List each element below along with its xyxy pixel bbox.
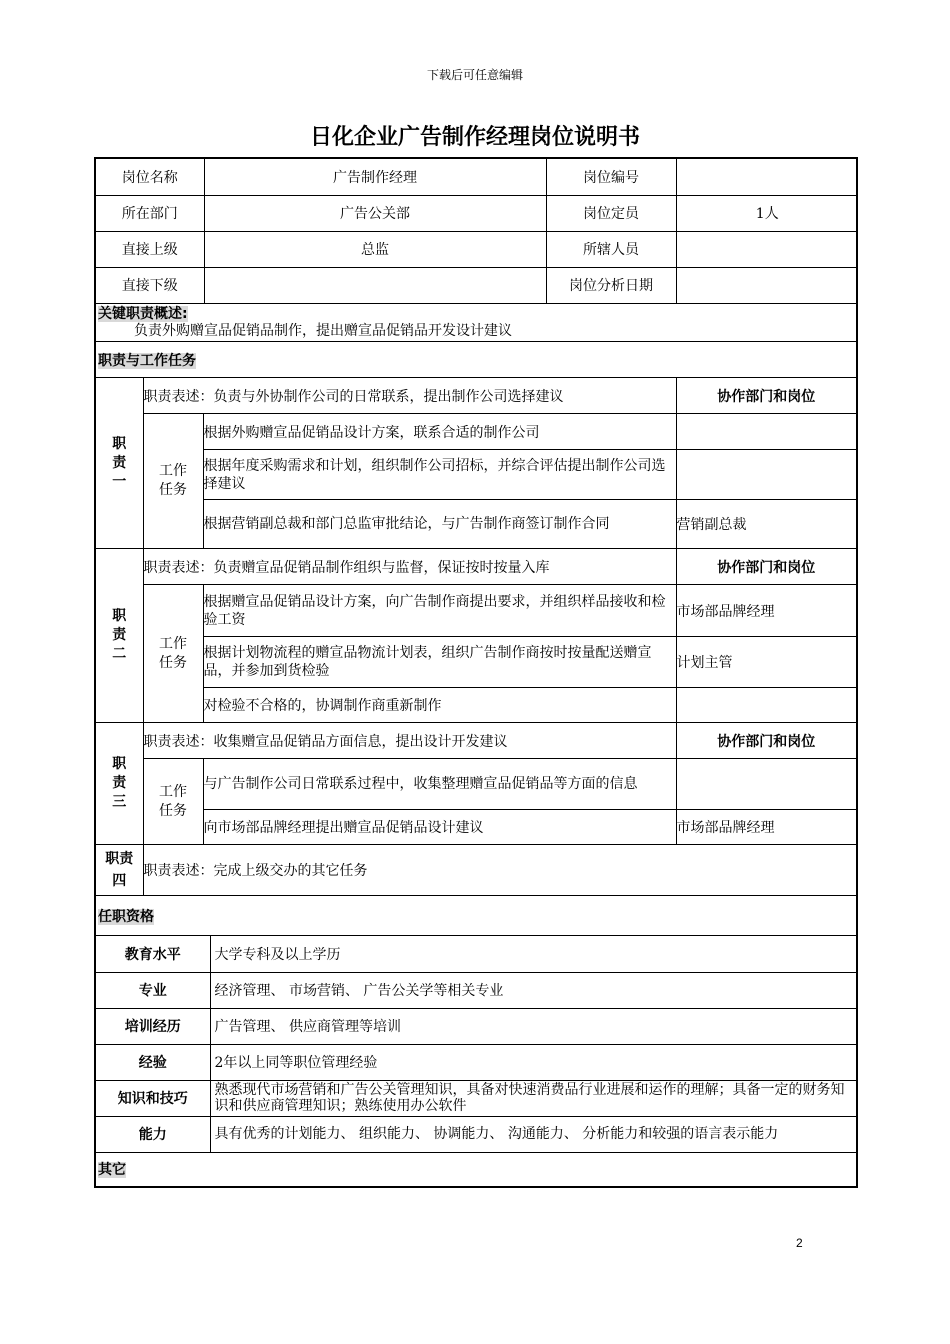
duty-3-task-label: 工作任务 bbox=[143, 759, 203, 845]
duty-2-task-3-coop bbox=[676, 688, 857, 723]
superior-label: 直接上级 bbox=[96, 231, 204, 267]
education-label: 教育水平 bbox=[96, 936, 210, 972]
duties-section-label: 职责与工作任务 bbox=[98, 352, 196, 369]
duty-3-task-1-coop bbox=[676, 759, 857, 810]
dept-label: 所在部门 bbox=[96, 195, 204, 231]
duty-3-task-1: 与广告制作公司日常联系过程中，收集整理赠宣品促销品等方面的信息 bbox=[203, 759, 676, 810]
duty-1-task-2-coop bbox=[676, 450, 857, 500]
dept-value: 广告公关部 bbox=[204, 195, 546, 231]
experience-value: 2年以上同等职位管理经验 bbox=[210, 1044, 857, 1080]
other-section-label: 其它 bbox=[98, 1162, 126, 1178]
summary-text: 负责外购赠宣品促销品制作，提出赠宣品促销品开发设计建议 bbox=[134, 322, 512, 339]
knowledge-label: 知识和技巧 bbox=[96, 1080, 210, 1116]
duty-2-task-3: 对检验不合格的，协调制作商重新制作 bbox=[203, 688, 676, 723]
duty-1-coop-header: 协作部门和岗位 bbox=[676, 378, 857, 414]
download-note: 下载后可任意编辑 bbox=[426, 68, 523, 82]
subordinate-value bbox=[204, 267, 546, 303]
duty-2-label: 职责二 bbox=[95, 549, 143, 723]
duty-2-task-2-coop: 计划主管 bbox=[676, 637, 857, 688]
major-label: 专业 bbox=[96, 972, 210, 1008]
experience-label: 经验 bbox=[96, 1044, 210, 1080]
basic-info-row-1 bbox=[96, 159, 857, 303]
duty-4-desc: 职责表述：完成上级交办的其它任务 bbox=[143, 845, 857, 896]
post-no-label: 岗位编号 bbox=[546, 159, 676, 195]
duty-4-label: 职责四 bbox=[95, 845, 143, 896]
post-name-label: 岗位名称 bbox=[96, 159, 204, 195]
major-value: 经济管理、 市场营销、 广告公关学等相关专业 bbox=[210, 972, 857, 1008]
duty-1-task-3: 根据营销副总裁和部门总监审批结论，与广告制作商签订制作合同 bbox=[203, 500, 676, 549]
superior-value: 总监 bbox=[204, 231, 546, 267]
staff-value bbox=[676, 231, 857, 267]
knowledge-value: 熟悉现代市场营销和广告公关管理知识，具备对快速消费品行业进展和运作的理解；具备一定的财务知识和供应商管理知识；熟练使用办公软件 bbox=[210, 1080, 857, 1116]
duty-1-desc: 职责表述：负责与外协制作公司的日常联系，提出制作公司选择建议 bbox=[143, 378, 676, 414]
ability-value: 具有优秀的计划能力、 组织能力、 协调能力、 沟通能力、 分析能力和较强的语言表示能力 bbox=[210, 1116, 857, 1152]
page-number: 2 bbox=[796, 1236, 803, 1250]
page-title: 日化企业广告制作经理岗位说明书 bbox=[309, 125, 640, 150]
quota-value: 1人 bbox=[676, 195, 857, 231]
duty-3-desc: 职责表述：收集赠宣品促销品方面信息，提出设计开发建议 bbox=[143, 723, 676, 759]
training-value: 广告管理、 供应商管理等培训 bbox=[210, 1008, 857, 1044]
duty-2-task-2: 根据计划物流程的赠宣品物流计划表，组织广告制作商按时按量配送赠宣品，并参加到货检验 bbox=[203, 637, 676, 688]
duty-1-task-1-coop bbox=[676, 414, 857, 450]
duty-1-label: 职责一 bbox=[95, 378, 143, 549]
job-description-table bbox=[94, 157, 858, 1188]
summary-label: 关键职责概述: bbox=[98, 305, 188, 322]
duty-3-task-2: 向市场部品牌经理提出赠宣品促销品设计建议 bbox=[203, 810, 676, 845]
duty-3-label: 职责三 bbox=[95, 723, 143, 845]
post-name-value: 广告制作经理 bbox=[204, 159, 546, 195]
date-label: 岗位分析日期 bbox=[546, 267, 676, 303]
duty-1-task-label: 工作任务 bbox=[143, 414, 203, 549]
duty-1-task-3-coop: 营销副总裁 bbox=[676, 500, 857, 549]
training-label: 培训经历 bbox=[96, 1008, 210, 1044]
ability-label: 能力 bbox=[96, 1116, 210, 1152]
duty-1-task-1: 根据外购赠宣品促销品设计方案，联系合适的制作公司 bbox=[203, 414, 676, 450]
duty-1-task-2: 根据年度采购需求和计划，组织制作公司招标，并综合评估提出制作公司选择建议 bbox=[203, 450, 676, 500]
duty-2-task-label: 工作任务 bbox=[143, 585, 203, 723]
education-value: 大学专科及以上学历 bbox=[210, 936, 857, 972]
post-no-value bbox=[676, 159, 857, 195]
duty-2-desc: 职责表述：负责赠宣品促销品制作组织与监督，保证按时按量入库 bbox=[143, 549, 676, 585]
date-value bbox=[676, 267, 857, 303]
qualification-section-label: 任职资格 bbox=[98, 908, 154, 925]
duty-3-coop-header: 协作部门和岗位 bbox=[676, 723, 857, 759]
duty-2-coop-header: 协作部门和岗位 bbox=[676, 549, 857, 585]
staff-label: 所辖人员 bbox=[546, 231, 676, 267]
qualification-table bbox=[96, 936, 857, 1152]
duty-3-task-2-coop: 市场部品牌经理 bbox=[676, 810, 857, 845]
duty-2-task-1: 根据赠宣品促销品设计方案，向广告制作商提出要求，并组织样品接收和检验工资 bbox=[203, 585, 676, 637]
duty-2-task-1-coop: 市场部品牌经理 bbox=[676, 585, 857, 637]
quota-label: 岗位定员 bbox=[546, 195, 676, 231]
subordinate-label: 直接下级 bbox=[96, 267, 204, 303]
